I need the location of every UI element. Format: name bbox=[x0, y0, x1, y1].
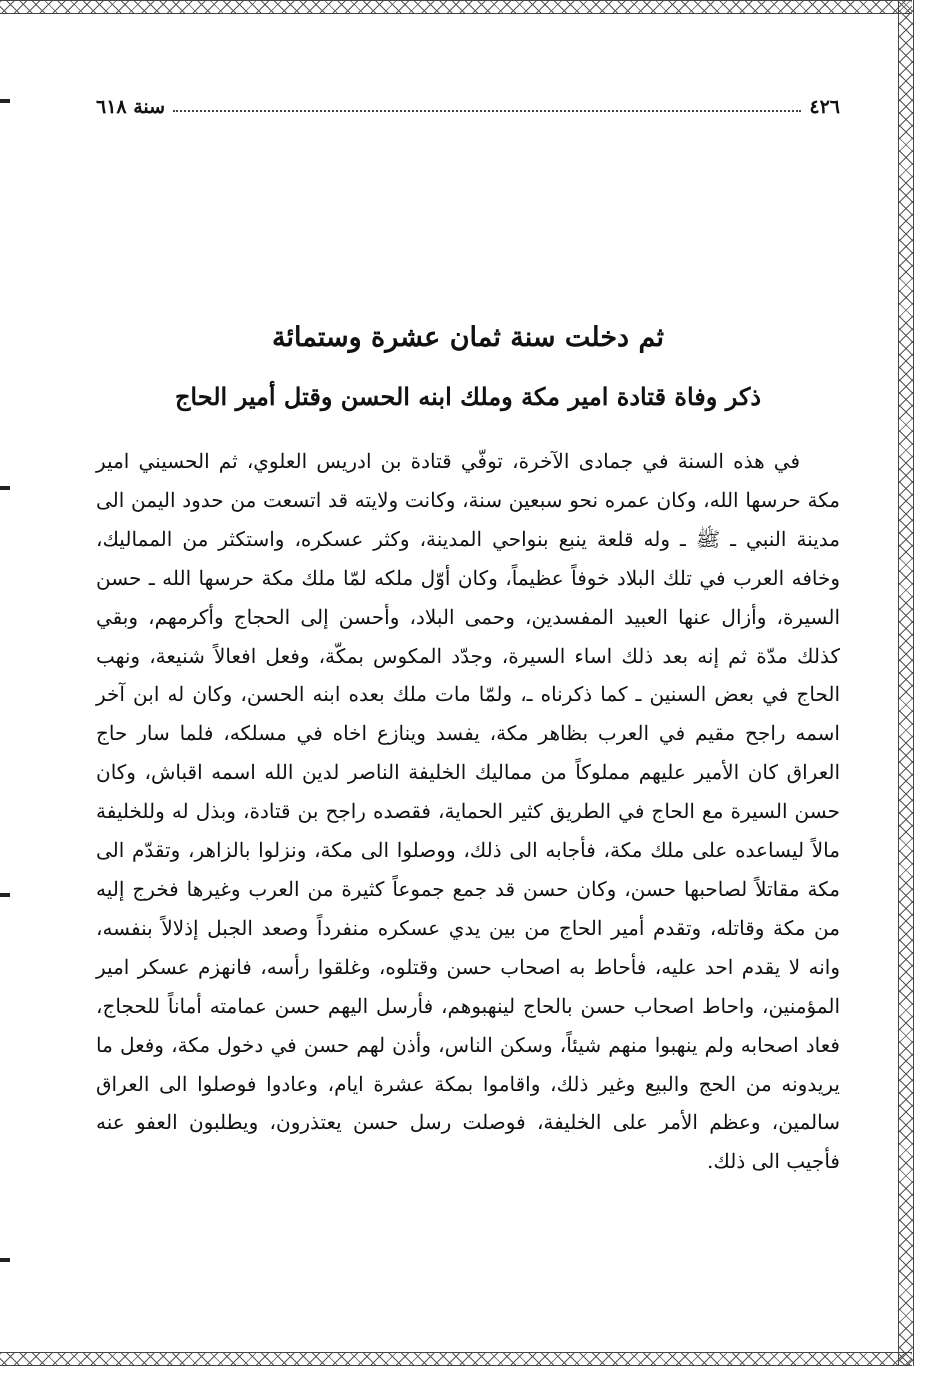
scan-edge-mark bbox=[0, 99, 10, 103]
running-title: سنة ٦١٨ bbox=[96, 96, 166, 118]
leader-dots bbox=[173, 110, 801, 112]
scan-edge-mark bbox=[0, 486, 10, 490]
chapter-title: ثم دخلت سنة ثمان عشرة وستمائة bbox=[272, 322, 664, 353]
page-number: ٤٢٦ bbox=[809, 96, 840, 118]
scan-edge-mark bbox=[0, 893, 10, 897]
bottom-ornamental-border bbox=[0, 1352, 912, 1366]
right-ornamental-border bbox=[898, 0, 914, 1366]
scan-edge-mark bbox=[0, 1258, 10, 1262]
body-text bbox=[96, 442, 840, 1181]
body-paragraph: في هذه السنة في جمادى الآخرة، توفّي قتادة بن ادريس العلوي، ثم الحسيني امير مكة حرسها الله، وكان عمره نحو سبعين سنة، وكانت ولايته قد اتسعت من حدود اليمن الى مدينة النبي ـ ﷺ ـ وله قلعة ينبع بنواحي المدينة، وكثر عسكره، واستكثر من المماليك، وخافه العرب في تلك البلاد خوفاً عظيماً، وكان أوّل ملكه لمّا ملك مكة حرسها الله ـ حسن السيرة، وأزال عنها العبيد المفسدين، وحمى البلاد، وأحسن إلى الحجاج وأكرمهم، وبقي كذلك مدّة ثم إنه بعد ذلك اساء السيرة، وجدّد المكوس بمكّة، وفعل افعالاً شنيعة، ونهب الحاج في بعض السنين ـ كما ذكرناه ـ، ولمّا مات ملك بعده ابنه الحسن، وكان له ابن آخر اسمه راجح مقيم في العرب بظاهر مكة، يفسد وينازع اخاه في مسلكه، فلما سار حاج العراق كان الأمير عليهم مملوكاً من مماليك الخليفة الناصر لدين الله اسمه اقباش، وكان حسن السيرة مع الحاج في الطريق كثير الحماية، فقصده راجح بن قتادة، وبذل له وللخليفة مالاً ليساعده على ملك مكة، فأجابه الى ذلك، ووصلوا الى مكة، ونزلوا بالزاهر، وتقدّم الى مكة مقاتلاً لصاحبها حسن، وكان حسن قد جمع جموعاً كثيرة من العرب وغيرها فخرج إليه من مكة وقاتله، وتقدم أمير الحاج من بين يدي عسكره منفرداً وصعد الجبل إذلالاً بنفسه، وانه لا يقدم احد عليه، فأحاط به اصحاب حسن وقتلوه، وغلقوا رأسه، فانهزم عسكر امير المؤمنين، واحاط اصحاب حسن بالحاج لينهبوهم، فأرسل اليهم حسن عمامته أماناً للحجاج، فعاد اصحابه ولم ينهبوا منهم شيئاً، وسكن الناس، وأذن لهم حسن في دخول مكة، وفعل ما يريدونه من الحج والبيع وغير ذلك، واقاموا بمكة عشرة ايام، وعادوا فوصلوا الى العراق سالمين، وعظم الأمر على الخليفة، فوصلت رسل حسن يعتذرون، ويطلبون العفو عنه فأجيب الى ذلك. bbox=[96, 449, 841, 1174]
top-ornamental-border bbox=[0, 0, 912, 14]
section-heading: ذكر وفاة قتادة امير مكة وملك ابنه الحسن وقتل أمير الحاج bbox=[174, 382, 762, 411]
running-header bbox=[96, 88, 840, 118]
